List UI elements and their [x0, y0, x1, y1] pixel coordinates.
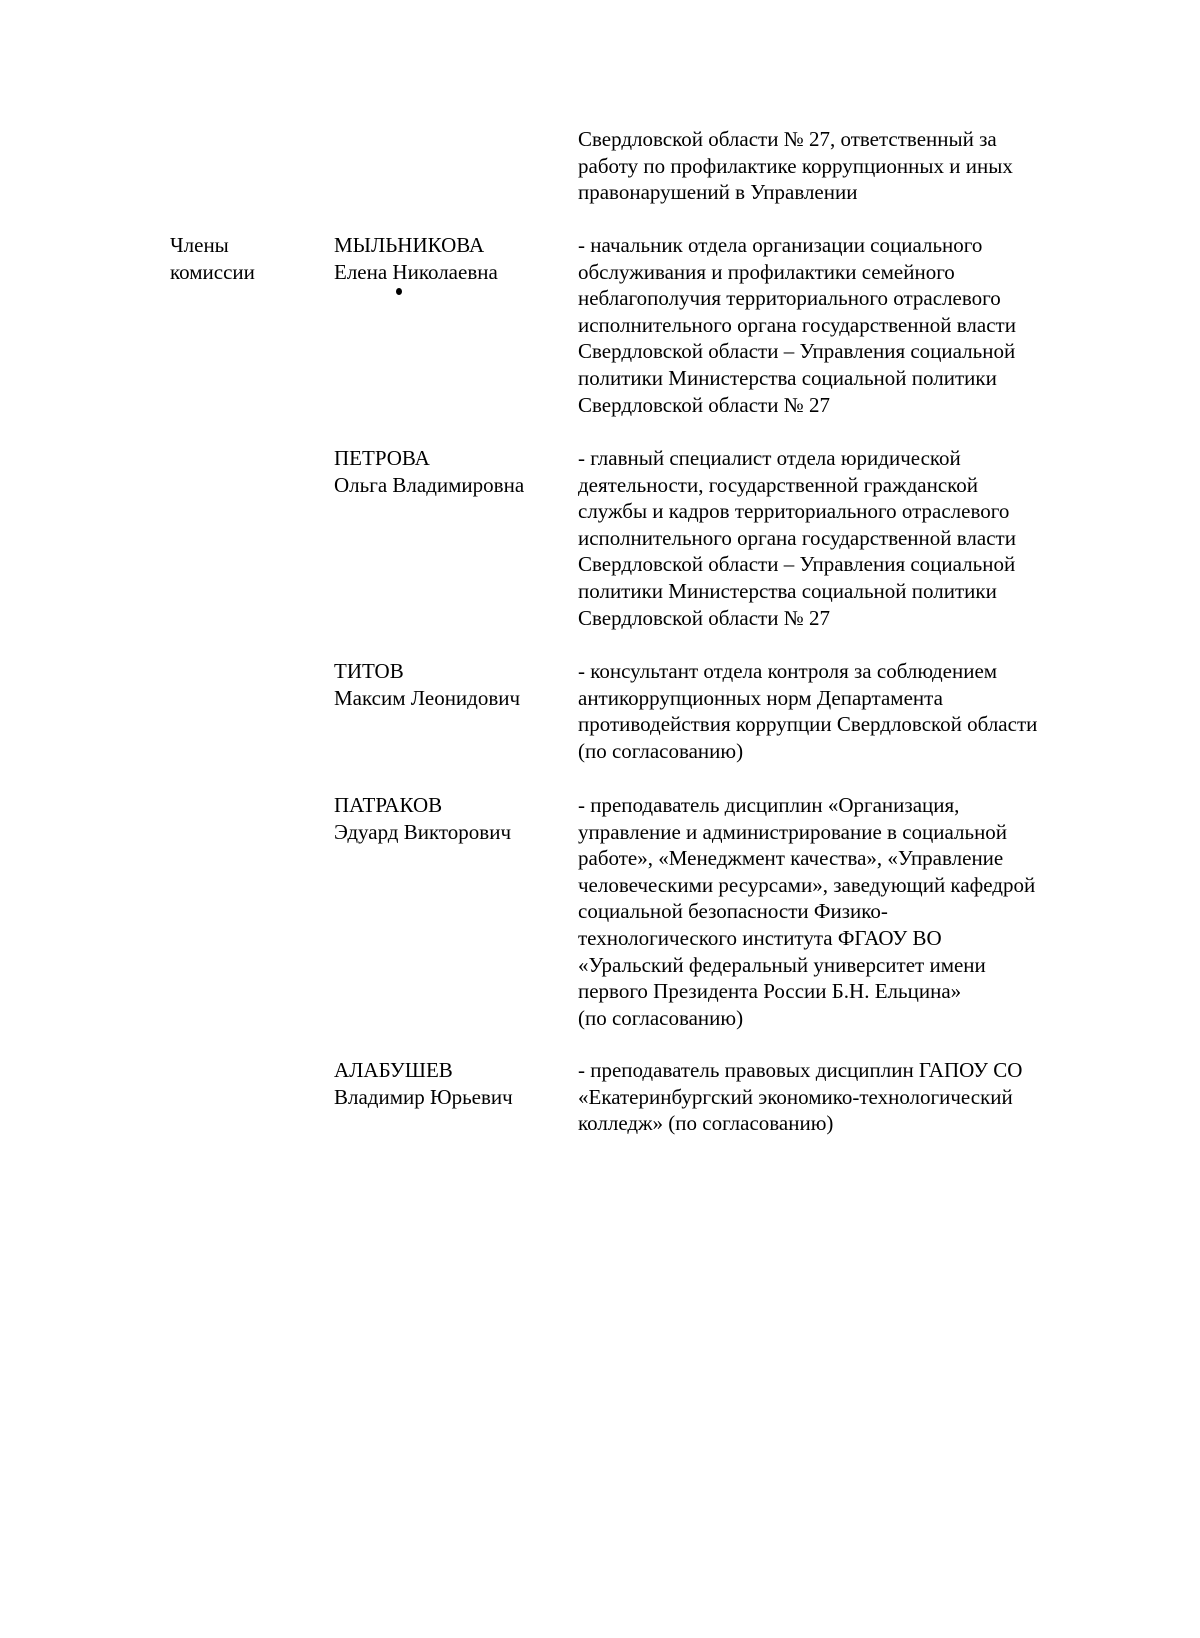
role-line: антикоррупционных норм Департамента: [578, 685, 943, 710]
continuation-text: [578, 126, 1098, 206]
role-line: управление и администрирование в социальной: [578, 819, 1008, 844]
member-surname: ТИТОВ: [334, 659, 404, 683]
member-surname: АЛАБУШЕВ: [334, 1058, 453, 1082]
role-line: «Уральский федеральный университет имени: [578, 952, 986, 977]
role-line: (по согласованию): [578, 738, 744, 763]
member-given-name: Максим Леонидович: [334, 685, 521, 710]
role-line: Свердловской области № 27: [578, 605, 830, 630]
continuation-line: Свердловской области № 27, ответственный за: [578, 127, 997, 151]
member-role: [578, 445, 1098, 631]
member-given-name: Елена Николаевна: [334, 259, 498, 284]
role-line: - преподаватель дисциплин «Организация,: [578, 793, 960, 817]
role-line: «Екатеринбургский экономико-технологический: [578, 1084, 1013, 1109]
role-line: Свердловской области – Управления социальной: [578, 552, 1016, 577]
role-line: Свердловской области № 27: [578, 392, 830, 417]
member-given-name: Владимир Юрьевич: [334, 1084, 513, 1109]
role-line: политики Министерства социальной политики: [578, 578, 997, 603]
member-surname: МЫЛЬНИКОВА: [334, 233, 485, 257]
role-line: человеческими ресурсами», заведующий кафедрой: [578, 872, 1036, 897]
role-line: - консультант отдела контроля за соблюдением: [578, 659, 998, 683]
role-line: исполнительного органа государственной власти: [578, 312, 1016, 337]
role-line: службы и кадров территориального отраслевого: [578, 499, 1010, 524]
member-role: [578, 232, 1098, 418]
role-line: - главный специалист отдела юридической: [578, 446, 961, 470]
role-line: обслуживания и профилактики семейного: [578, 259, 955, 284]
role-line: (по согласованию): [578, 1005, 744, 1030]
role-line: деятельности, государственной гражданской: [578, 472, 979, 497]
member-given-name: Эдуард Викторович: [334, 819, 512, 844]
role-line: - начальник отдела организации социального: [578, 233, 983, 257]
members-label-line: Члены: [170, 233, 229, 257]
member-surname: ПЕТРОВА: [334, 446, 430, 470]
member-given-name: Ольга Владимировна: [334, 472, 525, 497]
members-label-line: комиссии: [170, 259, 255, 284]
member-surname: ПАТРАКОВ: [334, 793, 443, 817]
role-line: технологического института ФГАОУ ВО: [578, 925, 942, 950]
member-role: [578, 658, 1098, 764]
continuation-line: правонарушений в Управлении: [578, 180, 858, 205]
members-label: [170, 232, 300, 285]
role-line: социальной безопасности Физико-: [578, 899, 888, 924]
role-line: работе», «Менеджмент качества», «Управление: [578, 846, 1004, 871]
stray-ink-dot: [396, 288, 402, 295]
role-line: - преподаватель правовых дисциплин ГАПОУ СО: [578, 1058, 1023, 1082]
member-role: [578, 1057, 1098, 1137]
role-line: первого Президента России Б.Н. Ельцина»: [578, 979, 962, 1004]
role-line: политики Министерства социальной политики: [578, 365, 997, 390]
role-line: исполнительного органа государственной власти: [578, 525, 1016, 550]
role-line: противодействия коррупции Свердловской области: [578, 712, 1038, 737]
member-role: [578, 792, 1098, 1031]
role-line: неблагополучия территориального отраслевого: [578, 286, 1001, 311]
role-line: колледж» (по согласованию): [578, 1111, 834, 1136]
role-line: Свердловской области – Управления социальной: [578, 339, 1016, 364]
continuation-line: работу по профилактике коррупционных и иных: [578, 153, 1013, 178]
